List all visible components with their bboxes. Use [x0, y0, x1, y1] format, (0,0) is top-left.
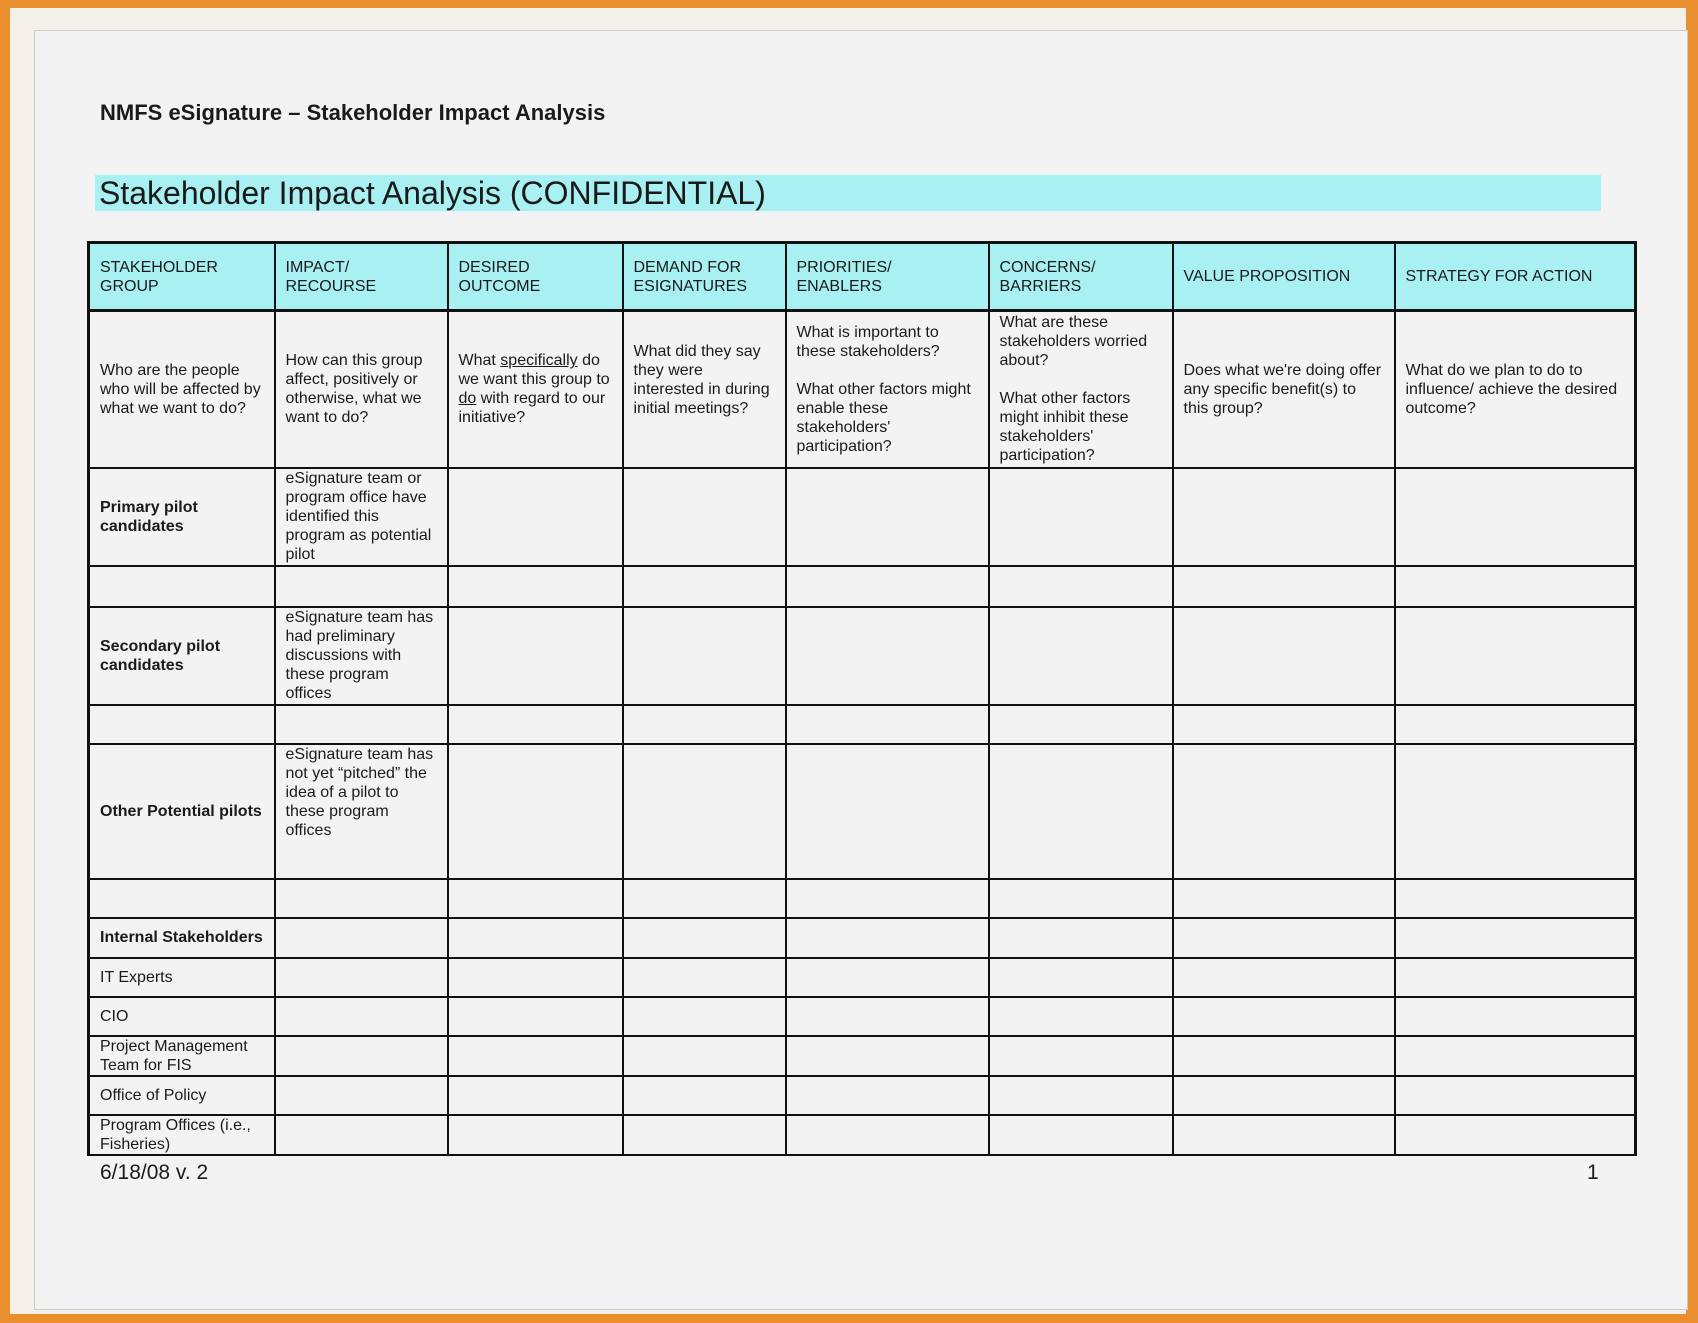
impact-cell	[275, 879, 448, 918]
empty-cell[interactable]	[786, 566, 989, 607]
column-description: Who are the people who will be affected by what we want to do?	[89, 311, 275, 468]
table-row	[89, 1036, 1636, 1076]
column-header: STRATEGY FOR ACTION	[1395, 243, 1636, 311]
stakeholder-group-cell: CIO	[89, 997, 275, 1036]
empty-cell[interactable]	[989, 958, 1173, 997]
column-header: DESIRED OUTCOME	[448, 243, 623, 311]
empty-cell[interactable]	[989, 1036, 1173, 1076]
empty-cell[interactable]	[786, 1115, 989, 1155]
empty-cell[interactable]	[623, 958, 786, 997]
stakeholder-impact-table	[87, 241, 1637, 1156]
empty-cell[interactable]	[448, 1036, 623, 1076]
impact-cell	[275, 997, 448, 1036]
empty-cell[interactable]	[623, 705, 786, 744]
footer-date: 6/18/08 v. 2	[100, 1161, 209, 1184]
confidential-banner	[95, 175, 1601, 211]
empty-cell[interactable]	[989, 468, 1173, 566]
empty-cell[interactable]	[1395, 744, 1636, 879]
empty-cell[interactable]	[1173, 1115, 1395, 1155]
impact-cell: eSignature team has had preliminary discussions with these program offices	[275, 607, 448, 705]
empty-cell[interactable]	[786, 918, 989, 958]
stakeholder-group-cell: Office of Policy	[89, 1076, 275, 1115]
empty-cell[interactable]	[1173, 918, 1395, 958]
stakeholder-group-cell	[89, 879, 275, 918]
empty-cell[interactable]	[1395, 607, 1636, 705]
empty-cell[interactable]	[623, 1036, 786, 1076]
empty-cell[interactable]	[989, 566, 1173, 607]
impact-cell	[275, 958, 448, 997]
impact-cell: eSignature team has not yet “pitched” the idea of a pilot to these program offices	[275, 744, 448, 879]
column-description: How can this group affect, positively or otherwise, what we want to do?	[275, 311, 448, 468]
table-row	[89, 1076, 1636, 1115]
empty-cell[interactable]	[989, 705, 1173, 744]
table-row	[89, 918, 1636, 958]
empty-cell[interactable]	[1395, 879, 1636, 918]
empty-cell[interactable]	[1395, 918, 1636, 958]
empty-cell[interactable]	[989, 918, 1173, 958]
column-header: STAKEHOLDER GROUP	[89, 243, 275, 311]
empty-cell[interactable]	[1395, 997, 1636, 1036]
stakeholder-group-cell	[89, 566, 275, 607]
empty-cell[interactable]	[623, 607, 786, 705]
column-header: CONCERNS/ BARRIERS	[989, 243, 1173, 311]
table-row	[89, 566, 1636, 607]
empty-cell[interactable]	[623, 744, 786, 879]
empty-cell[interactable]	[623, 566, 786, 607]
empty-cell[interactable]	[623, 997, 786, 1036]
stakeholder-group-cell: Primary pilot candidates	[89, 468, 275, 566]
empty-cell[interactable]	[786, 705, 989, 744]
column-header: DEMAND FOR ESIGNATURES	[623, 243, 786, 311]
table-row	[89, 468, 1636, 566]
empty-cell[interactable]	[448, 879, 623, 918]
table-row	[89, 705, 1636, 744]
column-header: PRIORITIES/ ENABLERS	[786, 243, 989, 311]
empty-cell[interactable]	[989, 607, 1173, 705]
column-description: What do we plan to do to influence/ achieve the desired outcome?	[1395, 311, 1636, 468]
empty-cell[interactable]	[989, 879, 1173, 918]
stakeholder-group-cell: Internal Stakeholders	[89, 918, 275, 958]
column-description: What are these stakeholders worried about? What other factors might inhibit these stakeholders' participation?	[989, 311, 1173, 468]
column-description: What did they say they were interested in during initial meetings?	[623, 311, 786, 468]
empty-cell[interactable]	[786, 468, 989, 566]
empty-cell[interactable]	[1173, 607, 1395, 705]
empty-cell[interactable]	[1395, 468, 1636, 566]
empty-cell[interactable]	[623, 1115, 786, 1155]
empty-cell[interactable]	[623, 918, 786, 958]
empty-cell[interactable]	[1395, 1076, 1636, 1115]
empty-cell[interactable]	[1395, 1036, 1636, 1076]
empty-cell[interactable]	[786, 1076, 989, 1115]
empty-cell[interactable]	[786, 607, 989, 705]
empty-cell[interactable]	[1395, 1115, 1636, 1155]
empty-cell[interactable]	[1173, 468, 1395, 566]
empty-cell[interactable]	[989, 997, 1173, 1036]
empty-cell[interactable]	[623, 879, 786, 918]
empty-cell[interactable]	[786, 958, 989, 997]
empty-cell[interactable]	[1395, 958, 1636, 997]
empty-cell[interactable]	[1173, 705, 1395, 744]
empty-cell[interactable]	[1173, 958, 1395, 997]
empty-cell[interactable]	[448, 1115, 623, 1155]
empty-cell[interactable]	[1395, 566, 1636, 607]
empty-cell[interactable]	[623, 468, 786, 566]
table-row	[89, 997, 1636, 1036]
stakeholder-group-cell: IT Experts	[89, 958, 275, 997]
empty-cell[interactable]	[786, 744, 989, 879]
impact-cell	[275, 1076, 448, 1115]
stakeholder-group-cell	[89, 705, 275, 744]
empty-cell[interactable]	[448, 1076, 623, 1115]
empty-cell[interactable]	[448, 468, 623, 566]
table-row	[89, 744, 1636, 879]
column-description: Does what we're doing offer any specific benefit(s) to this group?	[1173, 311, 1395, 468]
empty-cell[interactable]	[1173, 1076, 1395, 1115]
table-row	[89, 958, 1636, 997]
impact-cell	[275, 705, 448, 744]
empty-cell[interactable]	[786, 879, 989, 918]
banner-title: Stakeholder Impact Analysis (CONFIDENTIAL)	[99, 175, 766, 211]
document-title: NMFS eSignature – Stakeholder Impact Analysis	[100, 100, 606, 125]
description-row	[89, 311, 1636, 468]
header-row	[89, 243, 1636, 311]
table-row	[89, 1115, 1636, 1155]
empty-cell[interactable]	[448, 705, 623, 744]
impact-cell	[275, 1036, 448, 1076]
column-header: IMPACT/ RECOURSE	[275, 243, 448, 311]
empty-cell[interactable]	[448, 607, 623, 705]
table-row	[89, 607, 1636, 705]
empty-cell[interactable]	[448, 997, 623, 1036]
empty-cell[interactable]	[989, 1076, 1173, 1115]
empty-cell[interactable]	[1173, 744, 1395, 879]
table-row	[89, 879, 1636, 918]
stakeholder-group-cell: Secondary pilot candidates	[89, 607, 275, 705]
stakeholder-group-cell: Other Potential pilots	[89, 744, 275, 879]
empty-cell[interactable]	[1173, 997, 1395, 1036]
empty-cell[interactable]	[448, 958, 623, 997]
empty-cell[interactable]	[448, 744, 623, 879]
impact-cell	[275, 566, 448, 607]
column-description: What is important to these stakeholders? What other factors might enable these stakeholders' participation?	[786, 311, 989, 468]
impact-cell: eSignature team or program office have identified this program as potential pilot	[275, 468, 448, 566]
column-header: VALUE PROPOSITION	[1173, 243, 1395, 311]
empty-cell[interactable]	[989, 744, 1173, 879]
column-description: What specifically do we want this group to do with regard to our initiative?	[448, 311, 623, 468]
empty-cell[interactable]	[989, 1115, 1173, 1155]
empty-cell[interactable]	[448, 566, 623, 607]
empty-cell[interactable]	[1173, 879, 1395, 918]
stakeholder-group-cell: Project Management Team for FIS	[89, 1036, 275, 1076]
stakeholder-group-cell: Program Offices (i.e., Fisheries)	[89, 1115, 275, 1155]
impact-cell	[275, 918, 448, 958]
empty-cell[interactable]	[1173, 1036, 1395, 1076]
impact-cell	[275, 1115, 448, 1155]
empty-cell[interactable]	[786, 1036, 989, 1076]
page-number: 1	[1587, 1161, 1599, 1184]
empty-cell[interactable]	[1173, 566, 1395, 607]
empty-cell[interactable]	[448, 918, 623, 958]
empty-cell[interactable]	[623, 1076, 786, 1115]
empty-cell[interactable]	[1395, 705, 1636, 744]
empty-cell[interactable]	[786, 997, 989, 1036]
